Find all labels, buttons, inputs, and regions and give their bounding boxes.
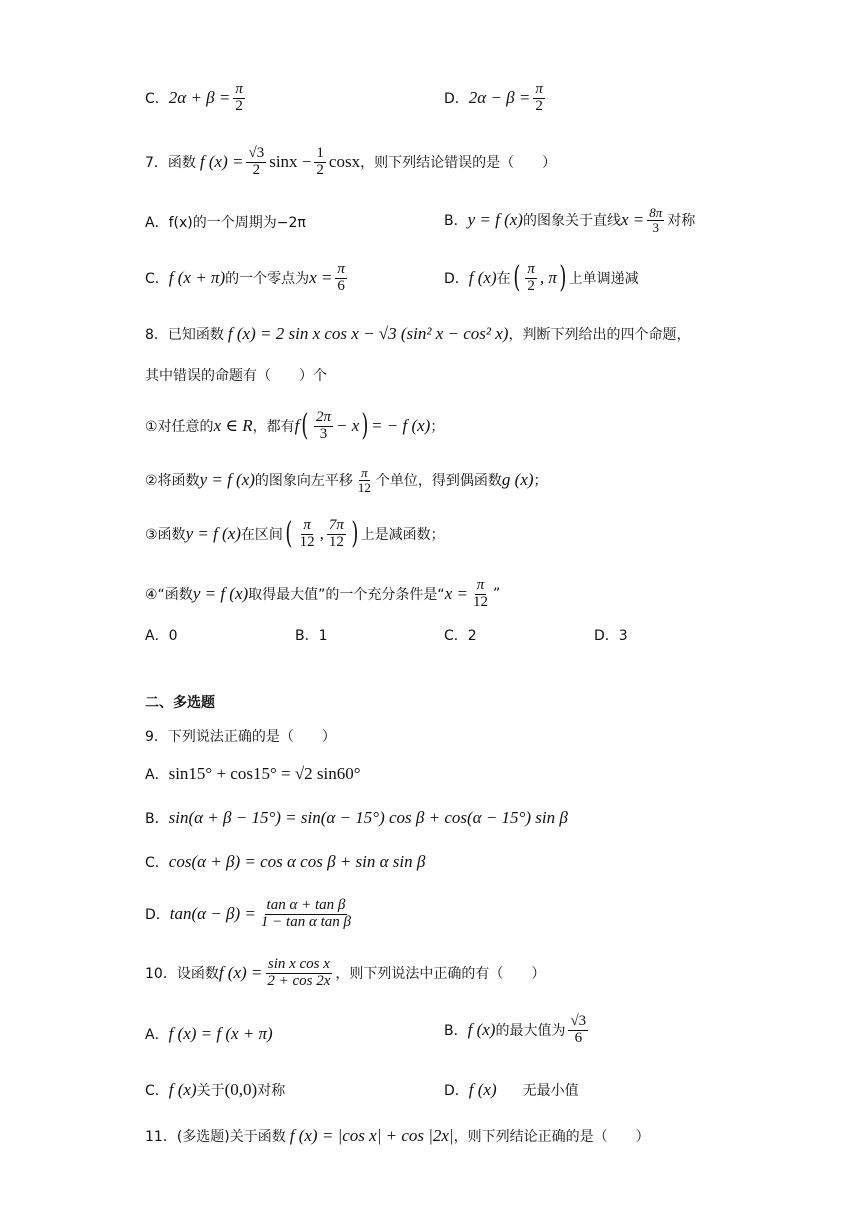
denominator: 6 xyxy=(337,277,345,294)
question-text: ，判断下列给出的四个命题， xyxy=(508,327,691,343)
math-expression: tan(α − β) = xyxy=(169,904,256,924)
section-heading: 二、多选题 xyxy=(145,695,215,711)
numerator: 2π xyxy=(316,409,332,425)
option-label: C． xyxy=(145,855,169,871)
option-text: C．2 xyxy=(444,628,477,644)
fraction xyxy=(314,146,326,179)
option-label: D． xyxy=(145,907,170,924)
numerator: π xyxy=(303,517,311,533)
proposition-text: ②将函数 xyxy=(145,473,200,490)
proposition-text: 在区间 xyxy=(240,527,283,544)
q8-option-a xyxy=(145,625,177,645)
q8-stem xyxy=(145,324,690,344)
denominator: 2 xyxy=(527,277,535,294)
question-text: 9．下列说法正确的是（ ） xyxy=(145,729,336,745)
denominator: 3 xyxy=(652,219,659,235)
proposition-text: 上是减函数； xyxy=(360,527,445,544)
math-expression: sinx − xyxy=(269,152,312,172)
math-expression: , π xyxy=(539,268,557,288)
math-expression: y = f (x) xyxy=(467,210,523,230)
math-expression: f (x) xyxy=(467,1020,496,1040)
proposition-text: ； xyxy=(533,473,548,490)
numerator: √3 xyxy=(248,145,265,161)
option-label: D． xyxy=(444,91,469,108)
option-text: 的最大值为 xyxy=(495,1023,566,1040)
math-expression: (0,0) xyxy=(224,1080,258,1099)
math-expression: f (x) xyxy=(168,1080,197,1099)
math-expression: f (x) xyxy=(468,268,497,288)
option-text: 上单调递减 xyxy=(568,271,639,288)
denominator: 6 xyxy=(574,1029,583,1046)
numerator: sin x cos x xyxy=(267,956,330,972)
option-label: A． xyxy=(145,1027,169,1043)
numerator: √3 xyxy=(570,1013,587,1029)
q10-stem xyxy=(145,957,545,990)
denominator: 3 xyxy=(319,425,328,442)
q7-option-c xyxy=(145,262,350,295)
q7-option-d xyxy=(444,262,639,295)
denominator: 12 xyxy=(328,533,344,550)
option-label: D． xyxy=(444,1083,469,1099)
option-text: 的图象关于直线 xyxy=(522,213,621,230)
option-text: A．0 xyxy=(145,628,178,644)
math-expression: f (x) = 2 sin x cos x − √3 (sin² x − cos² x) xyxy=(227,324,509,343)
math-expression: y = f (x) xyxy=(199,470,255,490)
proposition-text: ，都有 xyxy=(252,419,295,436)
option-text: 对称 xyxy=(257,1083,286,1099)
right-paren: ) xyxy=(361,408,369,444)
math-expression: g (x) xyxy=(501,470,534,490)
fraction xyxy=(246,146,266,179)
q10-option-b xyxy=(444,1014,591,1047)
numerator: π xyxy=(527,261,535,277)
numerator: π xyxy=(535,81,543,97)
fraction xyxy=(471,578,490,611)
option-text: A．f(x)的一个周期为−2π xyxy=(145,215,306,231)
denominator: 12 xyxy=(299,533,315,550)
math-expression: f (x + π) xyxy=(168,268,226,288)
right-paren: ) xyxy=(351,516,359,552)
denominator: 2 xyxy=(316,161,324,178)
math-expression: x = xyxy=(620,210,645,230)
option-label: B． xyxy=(145,811,169,827)
numerator: 8π xyxy=(649,205,663,220)
q10-option-c xyxy=(145,1080,285,1100)
numerator: π xyxy=(235,81,243,97)
fraction xyxy=(265,957,332,990)
math-expression: y = f (x) xyxy=(192,584,249,604)
denominator: 2 xyxy=(252,161,261,178)
numerator: π xyxy=(361,465,368,480)
fraction xyxy=(568,1014,588,1047)
q8-proposition-2 xyxy=(145,466,548,494)
question-text: 其中错误的命题有（ ）个 xyxy=(145,368,327,384)
fraction xyxy=(298,518,317,551)
question-number: 7．函数 xyxy=(145,155,196,172)
option-text: B．1 xyxy=(295,628,328,644)
option-label: B． xyxy=(444,1023,468,1040)
q7-option-a xyxy=(145,212,306,232)
math-expression: f (x) = xyxy=(199,152,244,172)
math-expression: x ∈ R xyxy=(213,416,253,436)
denominator: 2 xyxy=(535,97,543,114)
math-expression: 2α − β = xyxy=(468,88,531,108)
q7-option-b xyxy=(444,206,695,234)
math-expression: x = xyxy=(309,268,333,288)
math-expression: f (x) = |cos x| + cos |2x| xyxy=(289,1126,454,1145)
q9-option-c xyxy=(145,852,425,872)
question-number: 8．已知函数 xyxy=(145,327,224,343)
proposition-text: ③函数 xyxy=(145,527,186,544)
proposition-text: ①对任意的 xyxy=(145,419,214,436)
q10-option-d xyxy=(444,1080,579,1100)
numerator: tan α + tan β xyxy=(266,897,346,913)
numerator: π xyxy=(337,261,345,277)
proposition-text: 的图象向左平移 xyxy=(254,473,353,490)
math-expression: cos(α + β) = cos α cos β + sin α sin β xyxy=(168,852,426,871)
question-number: 11．(多选题)关于函数 xyxy=(145,1129,286,1145)
denominator: 1 − tan α tan β xyxy=(260,913,351,930)
proposition-text: ” xyxy=(492,586,501,603)
q8-option-b xyxy=(295,625,328,645)
fraction xyxy=(335,262,347,295)
math-expression: sin(α + β − 15°) = sin(α − 15°) cos β + cos(α − 15°) sin β xyxy=(168,808,568,827)
left-paren: ( xyxy=(301,408,309,444)
question-text: ，则下列结论正确的是（ ） xyxy=(453,1129,650,1145)
option-label: C． xyxy=(145,91,169,108)
math-expression: y = f (x) xyxy=(185,524,241,544)
math-expression: = − f (x) xyxy=(371,416,431,436)
q9-stem xyxy=(145,726,336,746)
q8-proposition-1 xyxy=(145,410,444,443)
math-expression: 2α + β = xyxy=(168,88,231,108)
q7-stem xyxy=(145,146,556,179)
q10-option-a xyxy=(145,1024,273,1044)
left-paren: ( xyxy=(512,260,520,296)
math-expression: cosx xyxy=(328,152,361,172)
option-text: D．3 xyxy=(594,628,628,644)
fraction xyxy=(533,82,545,115)
q9-option-b xyxy=(145,808,568,828)
left-paren: ( xyxy=(285,516,293,552)
question-text: ，则下列说法中正确的有（ ） xyxy=(335,966,546,983)
proposition-text: ； xyxy=(430,419,445,436)
q6-option-d xyxy=(444,82,548,115)
q8-stem-line2 xyxy=(145,365,327,385)
q9-option-d xyxy=(145,898,356,931)
proposition-text: 取得最大值”的一个充分条件是“ xyxy=(248,587,445,604)
math-expression: − x xyxy=(336,416,360,436)
comma: , xyxy=(319,524,324,544)
option-text: 关于 xyxy=(196,1083,225,1099)
numerator: 7π xyxy=(328,517,344,533)
math-expression: f (x) xyxy=(468,1080,497,1099)
numerator: 1 xyxy=(316,145,324,161)
q8-option-c xyxy=(444,625,477,645)
option-label: A． xyxy=(145,767,169,783)
question-text: ，则下列结论错误的是（ ） xyxy=(360,155,557,172)
fraction xyxy=(233,82,245,115)
denominator: 2 xyxy=(235,97,243,114)
math-expression: sin15° + cos15° = √2 sin60° xyxy=(168,764,361,783)
q11-stem xyxy=(145,1126,650,1146)
q9-option-a xyxy=(145,764,361,784)
denominator: 12 xyxy=(357,479,371,495)
fraction xyxy=(647,206,664,234)
q8-proposition-3 xyxy=(145,518,445,551)
option-label: B． xyxy=(444,213,468,230)
q8-option-d xyxy=(594,625,628,645)
option-text: 无最小值 xyxy=(522,1083,579,1099)
fraction xyxy=(525,262,537,295)
proposition-text: 个单位，得到偶函数 xyxy=(375,473,502,490)
numerator: π xyxy=(476,577,485,593)
option-label: D． xyxy=(444,271,469,288)
math-expression: f (x) = f (x + π) xyxy=(168,1024,273,1043)
math-expression: f xyxy=(294,416,300,436)
option-label: C． xyxy=(145,1083,169,1099)
option-label: C． xyxy=(145,271,169,288)
proposition-text: ④“函数 xyxy=(145,587,193,604)
denominator: 12 xyxy=(472,593,488,610)
fraction xyxy=(327,518,346,551)
question-number: 10．设函数 xyxy=(145,966,219,983)
math-expression: x = xyxy=(444,584,468,604)
right-paren: ) xyxy=(559,260,567,296)
q8-proposition-4 xyxy=(145,578,500,611)
denominator: 2 + cos 2x xyxy=(267,972,331,989)
fraction xyxy=(356,466,373,494)
option-text: 对称 xyxy=(667,213,696,230)
fraction xyxy=(314,410,333,443)
q6-option-c xyxy=(145,82,248,115)
fraction xyxy=(259,898,353,931)
option-text: 的一个零点为 xyxy=(225,271,310,288)
option-text: 在 xyxy=(496,271,511,288)
math-expression: f (x) = xyxy=(218,963,263,983)
